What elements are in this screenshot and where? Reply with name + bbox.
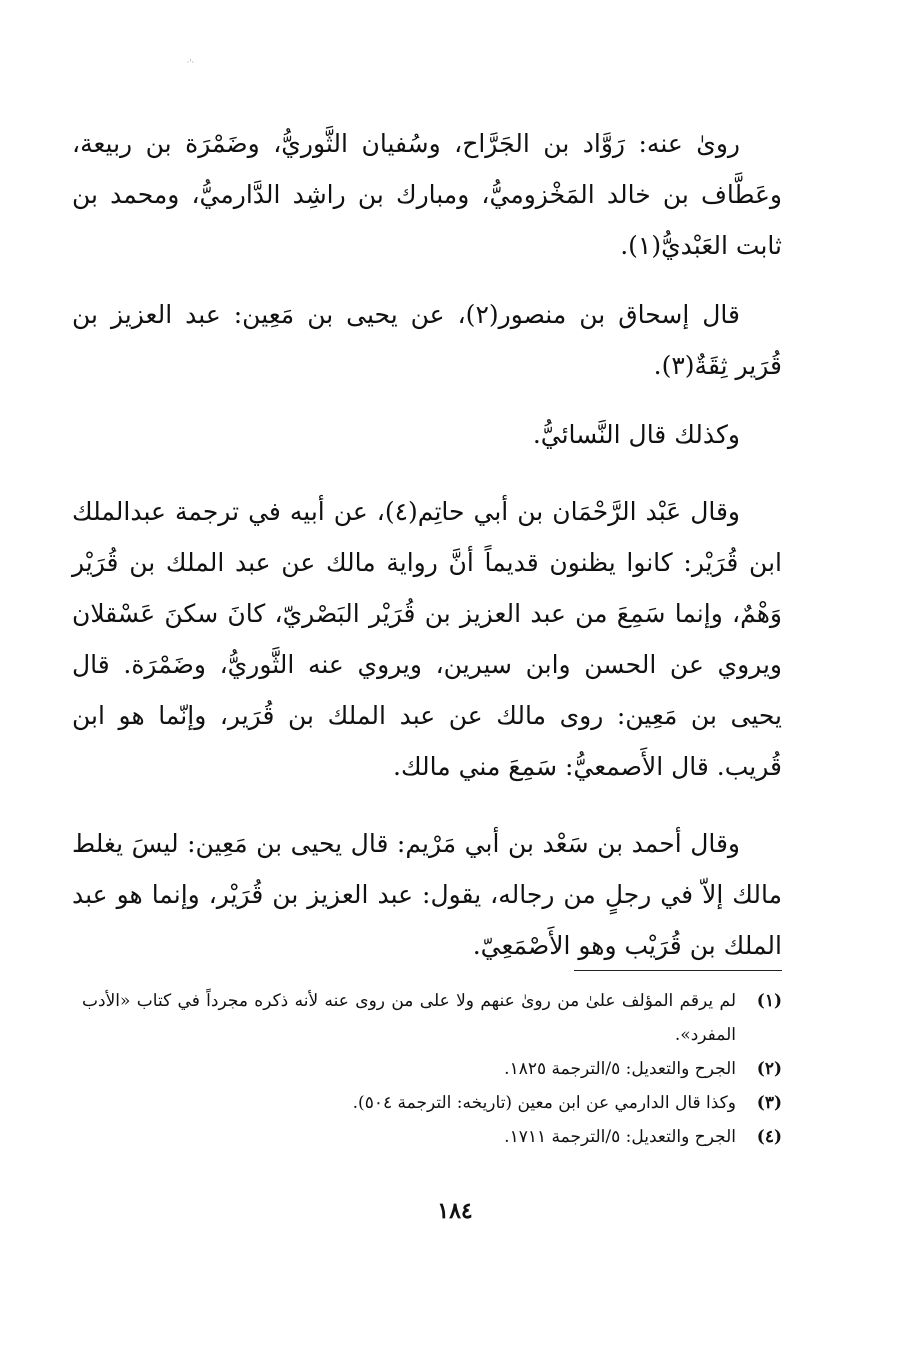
footnote-text: الجرح والتعديل: ٥/الترجمة ١٧١١. [504,1127,736,1147]
footnote-1 [82,984,782,1052]
paragraph-ibn-abi-hatim: وقال عَبْد الرَّحْمَان بن أبي حاتِم(٤)، عن أبيه في ترجمة عبدالملك ابن قُرَيْر: كانوا يظنون قديماً أنَّ رواية مالك عن عبد الملك بن قُرَيْر وَهْمٌ، وإنما سَمِعَ من عبد العزيز بن قُرَيْر البَصْريّ، كانَ سكنَ عَسْقلان ويروي عن الحسن وابن سيرين، ويروي عنه الثَّوريُّ، وضَمْرَة. قال يحيى بن مَعِين: روى مالك عن عبد الملك بن قُرَير، وإنّما هو ابن قُريب. قال الأَصمعيُّ: سَمِعَ مني مالك. [72,497,782,781]
footnote-2 [82,1052,782,1086]
footnote-text: الجرح والتعديل: ٥/الترجمة ١٨٢٥. [504,1059,736,1079]
page-body [72,118,782,971]
paragraph-narrators: روىٰ عنه: رَوَّاد بن الجَرَّاح، وسُفيان الثَّوريُّ، وضَمْرَة بن ربيعة، وعَطَّاف بن خالد المَخْزوميُّ، ومبارك بن راشِد الدَّارميُّ، ومحمد بن ثابت العَبْديُّ(١). [72,129,782,260]
footnotes [82,984,782,1154]
footnote-text: لم يرقم المؤلف علىٰ من روىٰ عنهم ولا على من روى عنه لأنه ذكره مجرداً في كتاب «الأدب المفرد». [82,991,736,1045]
footnote-number: (٢) [756,1059,782,1079]
footnote-text: وكذا قال الدارمي عن ابن معين (تاريخه: الترجمة ٥٠٤). [352,1093,736,1113]
footnote-3 [82,1086,782,1120]
scan-speck: ·'· [186,58,194,67]
page-number: ١٨٤ [437,1198,473,1224]
footnote-4 [82,1120,782,1154]
paragraph-nasai: وكذلك قال النَّسائيُّ. [532,420,740,449]
paragraph-ishaq-ibn-mansur: قال إسحاق بن منصور(٢)، عن يحيى بن مَعِين: عبد العزيز بن قُرَير ثِقَةٌ(٣). [72,300,782,380]
footnote-number: (٣) [756,1093,782,1113]
footnote-number: (١) [756,991,782,1011]
paragraph-ahmad-ibn-sad: وقال أحمد بن سَعْد بن أبي مَرْيم: قال يحيى بن مَعِين: ليسَ يغلط مالك إلاّ في رجلٍ من رجاله، يقول: عبد العزيز بن قُرَيْر، وإنما هو عبد الملك بن قُرَيْب وهو الأَصْمَعِيّ. [72,829,782,960]
footnote-separator [574,970,782,971]
footnote-number: (٤) [756,1127,782,1147]
